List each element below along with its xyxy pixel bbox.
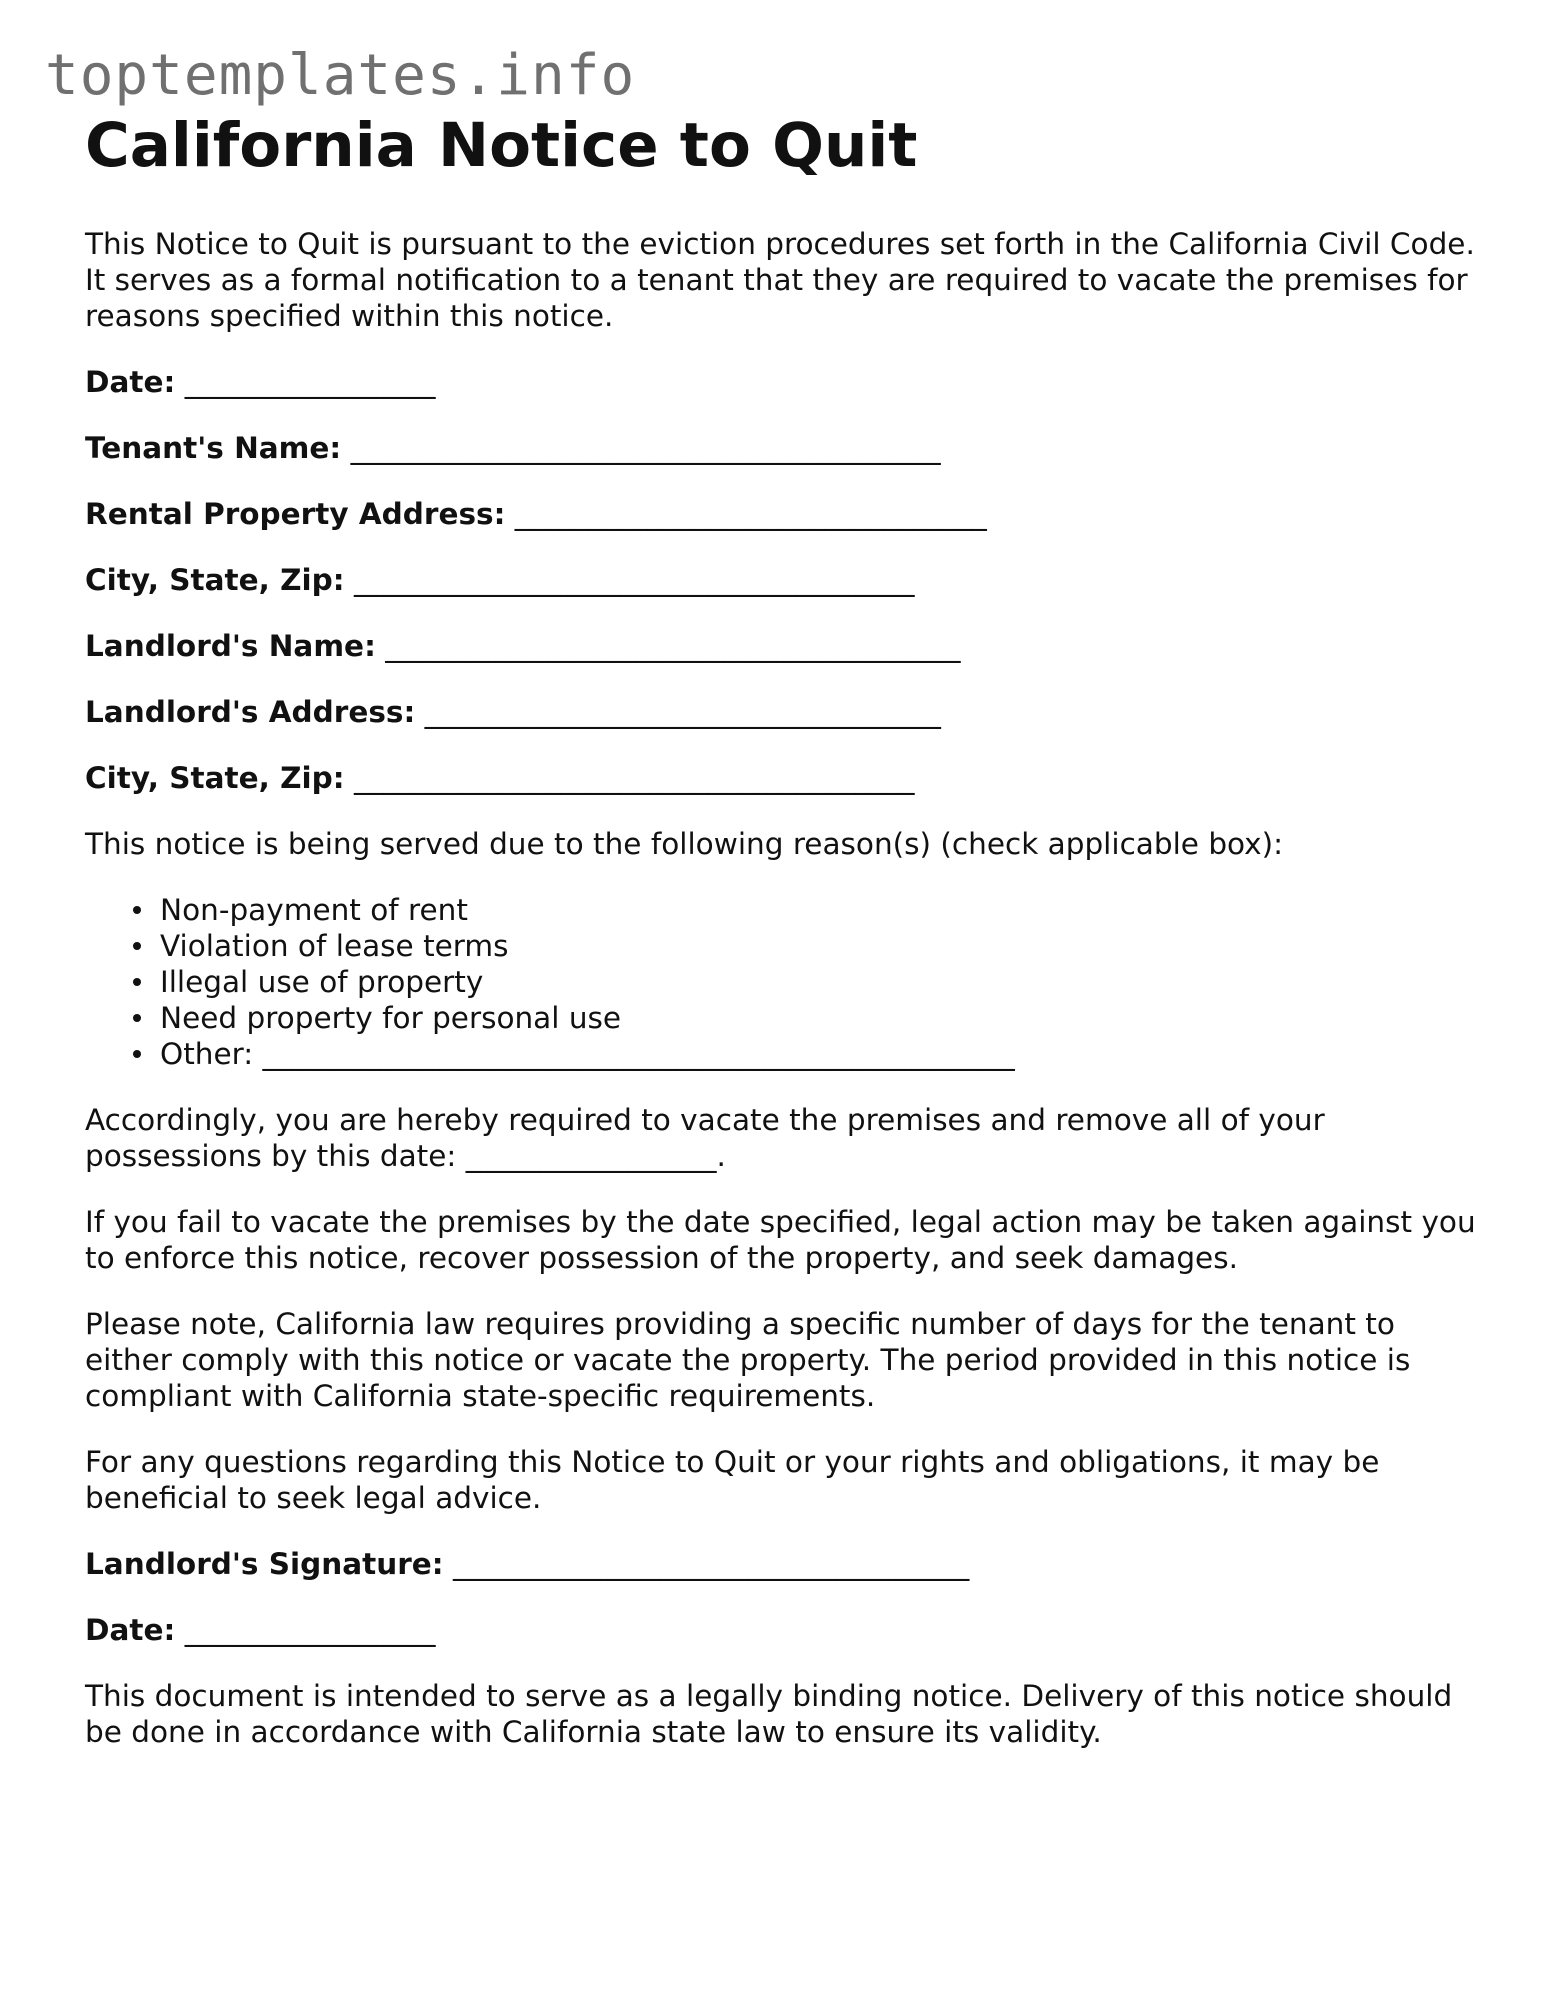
landlord-city-label: City, State, Zip: xyxy=(85,761,345,795)
date-blank[interactable]: _________________ xyxy=(184,365,436,399)
tenant-name-field[interactable] xyxy=(85,430,1485,466)
landlord-city-blank[interactable]: ______________________________________ xyxy=(353,761,915,795)
reasons-list xyxy=(85,892,1485,1072)
rental-address-field[interactable] xyxy=(85,496,1485,532)
vacate-paragraph: Accordingly, you are hereby required to vacate the premises and remove all of your possessions by this date: _________________. xyxy=(85,1103,1325,1173)
date-label: Date: xyxy=(85,365,176,399)
signature-date-blank[interactable]: _________________ xyxy=(184,1613,436,1647)
landlord-city-field[interactable] xyxy=(85,760,1485,796)
reason-item-nonpayment[interactable]: Non-payment of rent xyxy=(160,892,1485,928)
rental-address-label: Rental Property Address: xyxy=(85,497,506,531)
questions-paragraph: For any questions regarding this Notice to Quit or your rights and obligations, it may be beneficial to seek legal advice. xyxy=(85,1445,1380,1515)
tenant-city-blank[interactable]: ______________________________________ xyxy=(353,563,915,597)
reasons-intro: This notice is being served due to the following reason(s) (check applicable box): xyxy=(85,827,1284,861)
landlord-address-label: Landlord's Address: xyxy=(85,695,416,729)
rental-address-blank[interactable]: ________________________________ xyxy=(514,497,987,531)
landlord-name-label: Landlord's Name: xyxy=(85,629,376,663)
signature-blank[interactable]: ___________________________________ xyxy=(452,1547,970,1581)
date-field[interactable] xyxy=(85,364,1485,400)
watermark: toptemplates.info xyxy=(45,43,636,108)
reason-item-illegal-use[interactable]: Illegal use of property xyxy=(160,964,1485,1000)
tenant-city-field[interactable] xyxy=(85,562,1485,598)
signature-field[interactable] xyxy=(85,1546,1485,1582)
reason-item-other[interactable]: Other: ___________________________________________________ xyxy=(160,1036,1485,1072)
tenant-city-label: City, State, Zip: xyxy=(85,563,345,597)
document-body xyxy=(85,110,1485,1780)
tenant-name-label: Tenant's Name: xyxy=(85,431,342,465)
landlord-address-blank[interactable]: ___________________________________ xyxy=(424,695,941,729)
reason-item-lease-violation[interactable]: Violation of lease terms xyxy=(160,928,1485,964)
document-title: California Notice to Quit xyxy=(85,110,918,181)
landlord-address-field[interactable] xyxy=(85,694,1485,730)
tenant-name-blank[interactable]: ________________________________________ xyxy=(350,431,941,465)
reason-item-personal-use[interactable]: Need property for personal use xyxy=(160,1000,1485,1036)
legal-action-paragraph: If you fail to vacate the premises by the date specified, legal action may be taken against you to enforce this notice, recover possession of the property, and seek damages. xyxy=(85,1205,1476,1275)
signature-date-field[interactable] xyxy=(85,1612,1485,1648)
signature-date-label: Date: xyxy=(85,1613,176,1647)
intro-paragraph: This Notice to Quit is pursuant to the eviction procedures set forth in the California Civil Code. It serves as a formal notification to a tenant that they are required to vacate the premises for reasons specified within this notice. xyxy=(85,227,1475,333)
landlord-name-blank[interactable]: _______________________________________ xyxy=(385,629,961,663)
closing-paragraph: This document is intended to serve as a legally binding notice. Delivery of this notice should be done in accordance with California state law to ensure its validity. xyxy=(85,1679,1453,1749)
landlord-name-field[interactable] xyxy=(85,628,1485,664)
california-law-paragraph: Please note, California law requires providing a specific number of days for the tenant to either comply with this notice or vacate the property. The period provided in this notice is compliant with California state-specific requirements. xyxy=(85,1307,1411,1413)
signature-label: Landlord's Signature: xyxy=(85,1547,444,1581)
